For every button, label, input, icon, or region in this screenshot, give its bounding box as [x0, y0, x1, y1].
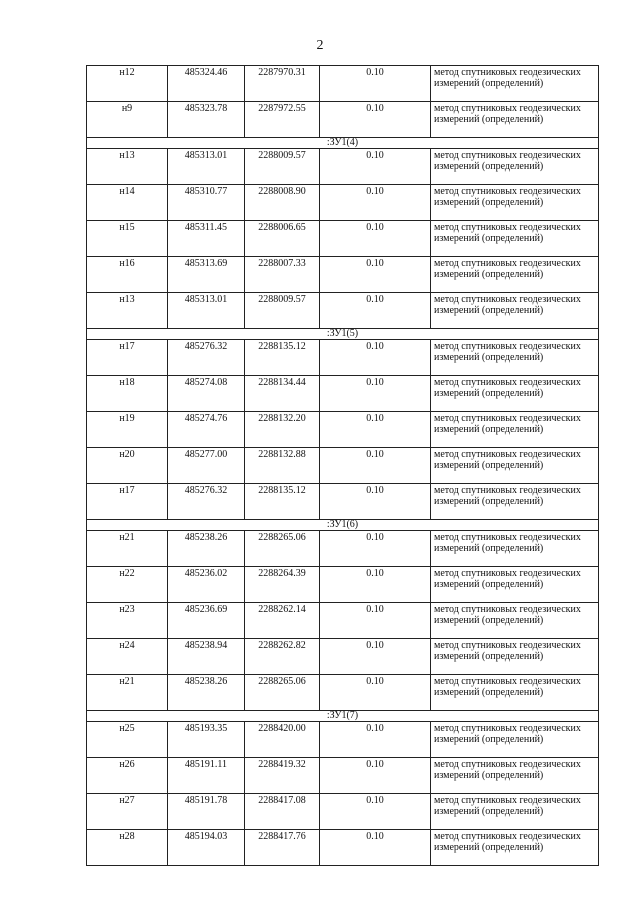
table-row [87, 149, 599, 185]
accuracy-cell: 0.10 [320, 257, 431, 293]
x-coordinate-cell: 485324.46 [168, 66, 245, 102]
x-coordinate-cell: 485274.08 [168, 376, 245, 412]
section-label: :ЗУ1(6) [87, 520, 599, 531]
table-row [87, 376, 599, 412]
y-coordinate-cell: 2288008.90 [245, 185, 320, 221]
y-coordinate-cell: 2288134.44 [245, 376, 320, 412]
table-row [87, 758, 599, 794]
y-coordinate-cell: 2288009.57 [245, 293, 320, 329]
table-row [87, 484, 599, 520]
accuracy-cell: 0.10 [320, 603, 431, 639]
section-label: :ЗУ1(4) [87, 138, 599, 149]
y-coordinate-cell: 2288132.88 [245, 448, 320, 484]
accuracy-cell: 0.10 [320, 639, 431, 675]
y-coordinate-cell: 2288417.08 [245, 794, 320, 830]
table-row [87, 567, 599, 603]
point-name-cell: н18 [87, 376, 168, 412]
point-name-cell: н21 [87, 531, 168, 567]
y-coordinate-cell: 2288417.76 [245, 830, 320, 866]
section-row [87, 138, 599, 149]
y-coordinate-cell: 2288132.20 [245, 412, 320, 448]
method-cell: метод спутниковых геодезических измерений (определений) [431, 675, 599, 711]
method-cell: метод спутниковых геодезических измерений (определений) [431, 639, 599, 675]
method-cell: метод спутниковых геодезических измерений (определений) [431, 531, 599, 567]
x-coordinate-cell: 485191.78 [168, 794, 245, 830]
y-coordinate-cell: 2288420.00 [245, 722, 320, 758]
x-coordinate-cell: 485238.26 [168, 531, 245, 567]
point-name-cell: н16 [87, 257, 168, 293]
page-number: 2 [316, 38, 324, 53]
method-cell: метод спутниковых геодезических измерений (определений) [431, 221, 599, 257]
point-name-cell: н15 [87, 221, 168, 257]
table-row [87, 448, 599, 484]
point-name-cell: н27 [87, 794, 168, 830]
accuracy-cell: 0.10 [320, 830, 431, 866]
method-cell: метод спутниковых геодезических измерений (определений) [431, 293, 599, 329]
section-row [87, 329, 599, 340]
y-coordinate-cell: 2288262.14 [245, 603, 320, 639]
point-name-cell: н23 [87, 603, 168, 639]
table-row [87, 221, 599, 257]
table-row [87, 639, 599, 675]
table-row [87, 185, 599, 221]
x-coordinate-cell: 485323.78 [168, 102, 245, 138]
x-coordinate-cell: 485276.32 [168, 484, 245, 520]
accuracy-cell: 0.10 [320, 340, 431, 376]
accuracy-cell: 0.10 [320, 531, 431, 567]
accuracy-cell: 0.10 [320, 567, 431, 603]
y-coordinate-cell: 2287972.55 [245, 102, 320, 138]
x-coordinate-cell: 485313.01 [168, 149, 245, 185]
y-coordinate-cell: 2288006.65 [245, 221, 320, 257]
accuracy-cell: 0.10 [320, 484, 431, 520]
method-cell: метод спутниковых геодезических измерений (определений) [431, 257, 599, 293]
x-coordinate-cell: 485194.03 [168, 830, 245, 866]
table-row [87, 722, 599, 758]
point-name-cell: н12 [87, 66, 168, 102]
x-coordinate-cell: 485274.76 [168, 412, 245, 448]
table-row [87, 830, 599, 866]
x-coordinate-cell: 485191.11 [168, 758, 245, 794]
point-name-cell: н13 [87, 293, 168, 329]
x-coordinate-cell: 485236.02 [168, 567, 245, 603]
point-name-cell: н26 [87, 758, 168, 794]
method-cell: метод спутниковых геодезических измерений (определений) [431, 340, 599, 376]
method-cell: метод спутниковых геодезических измерений (определений) [431, 102, 599, 138]
y-coordinate-cell: 2288265.06 [245, 531, 320, 567]
table-row [87, 293, 599, 329]
accuracy-cell: 0.10 [320, 675, 431, 711]
section-label: :ЗУ1(5) [87, 329, 599, 340]
accuracy-cell: 0.10 [320, 221, 431, 257]
accuracy-cell: 0.10 [320, 722, 431, 758]
coordinates-table-body [87, 66, 599, 866]
table-row [87, 531, 599, 567]
point-name-cell: н9 [87, 102, 168, 138]
accuracy-cell: 0.10 [320, 412, 431, 448]
method-cell: метод спутниковых геодезических измерений (определений) [431, 484, 599, 520]
y-coordinate-cell: 2288135.12 [245, 340, 320, 376]
table-row [87, 102, 599, 138]
method-cell: метод спутниковых геодезических измерений (определений) [431, 376, 599, 412]
accuracy-cell: 0.10 [320, 448, 431, 484]
y-coordinate-cell: 2287970.31 [245, 66, 320, 102]
table-row [87, 675, 599, 711]
method-cell: метод спутниковых геодезических измерений (определений) [431, 830, 599, 866]
x-coordinate-cell: 485238.94 [168, 639, 245, 675]
section-label: :ЗУ1(7) [87, 711, 599, 722]
section-row [87, 520, 599, 531]
y-coordinate-cell: 2288264.39 [245, 567, 320, 603]
x-coordinate-cell: 485313.69 [168, 257, 245, 293]
x-coordinate-cell: 485313.01 [168, 293, 245, 329]
x-coordinate-cell: 485276.32 [168, 340, 245, 376]
table-row [87, 603, 599, 639]
method-cell: метод спутниковых геодезических измерений (определений) [431, 185, 599, 221]
y-coordinate-cell: 2288135.12 [245, 484, 320, 520]
x-coordinate-cell: 485236.69 [168, 603, 245, 639]
point-name-cell: н28 [87, 830, 168, 866]
y-coordinate-cell: 2288007.33 [245, 257, 320, 293]
accuracy-cell: 0.10 [320, 293, 431, 329]
accuracy-cell: 0.10 [320, 794, 431, 830]
x-coordinate-cell: 485277.00 [168, 448, 245, 484]
x-coordinate-cell: 485193.35 [168, 722, 245, 758]
y-coordinate-cell: 2288262.82 [245, 639, 320, 675]
method-cell: метод спутниковых геодезических измерений (определений) [431, 794, 599, 830]
y-coordinate-cell: 2288419.32 [245, 758, 320, 794]
x-coordinate-cell: 485311.45 [168, 221, 245, 257]
table-row [87, 66, 599, 102]
coordinates-table [86, 65, 599, 866]
accuracy-cell: 0.10 [320, 102, 431, 138]
x-coordinate-cell: 485310.77 [168, 185, 245, 221]
method-cell: метод спутниковых геодезических измерений (определений) [431, 149, 599, 185]
point-name-cell: н19 [87, 412, 168, 448]
point-name-cell: н17 [87, 340, 168, 376]
method-cell: метод спутниковых геодезических измерений (определений) [431, 448, 599, 484]
method-cell: метод спутниковых геодезических измерений (определений) [431, 567, 599, 603]
point-name-cell: н14 [87, 185, 168, 221]
section-row [87, 711, 599, 722]
accuracy-cell: 0.10 [320, 376, 431, 412]
accuracy-cell: 0.10 [320, 149, 431, 185]
table-row [87, 794, 599, 830]
method-cell: метод спутниковых геодезических измерений (определений) [431, 603, 599, 639]
y-coordinate-cell: 2288265.06 [245, 675, 320, 711]
accuracy-cell: 0.10 [320, 758, 431, 794]
accuracy-cell: 0.10 [320, 185, 431, 221]
method-cell: метод спутниковых геодезических измерений (определений) [431, 758, 599, 794]
point-name-cell: н24 [87, 639, 168, 675]
y-coordinate-cell: 2288009.57 [245, 149, 320, 185]
x-coordinate-cell: 485238.26 [168, 675, 245, 711]
point-name-cell: н22 [87, 567, 168, 603]
table-row [87, 412, 599, 448]
table-row [87, 340, 599, 376]
point-name-cell: н13 [87, 149, 168, 185]
point-name-cell: н17 [87, 484, 168, 520]
table-row [87, 257, 599, 293]
method-cell: метод спутниковых геодезических измерений (определений) [431, 66, 599, 102]
point-name-cell: н25 [87, 722, 168, 758]
method-cell: метод спутниковых геодезических измерений (определений) [431, 722, 599, 758]
point-name-cell: н21 [87, 675, 168, 711]
method-cell: метод спутниковых геодезических измерений (определений) [431, 412, 599, 448]
accuracy-cell: 0.10 [320, 66, 431, 102]
point-name-cell: н20 [87, 448, 168, 484]
